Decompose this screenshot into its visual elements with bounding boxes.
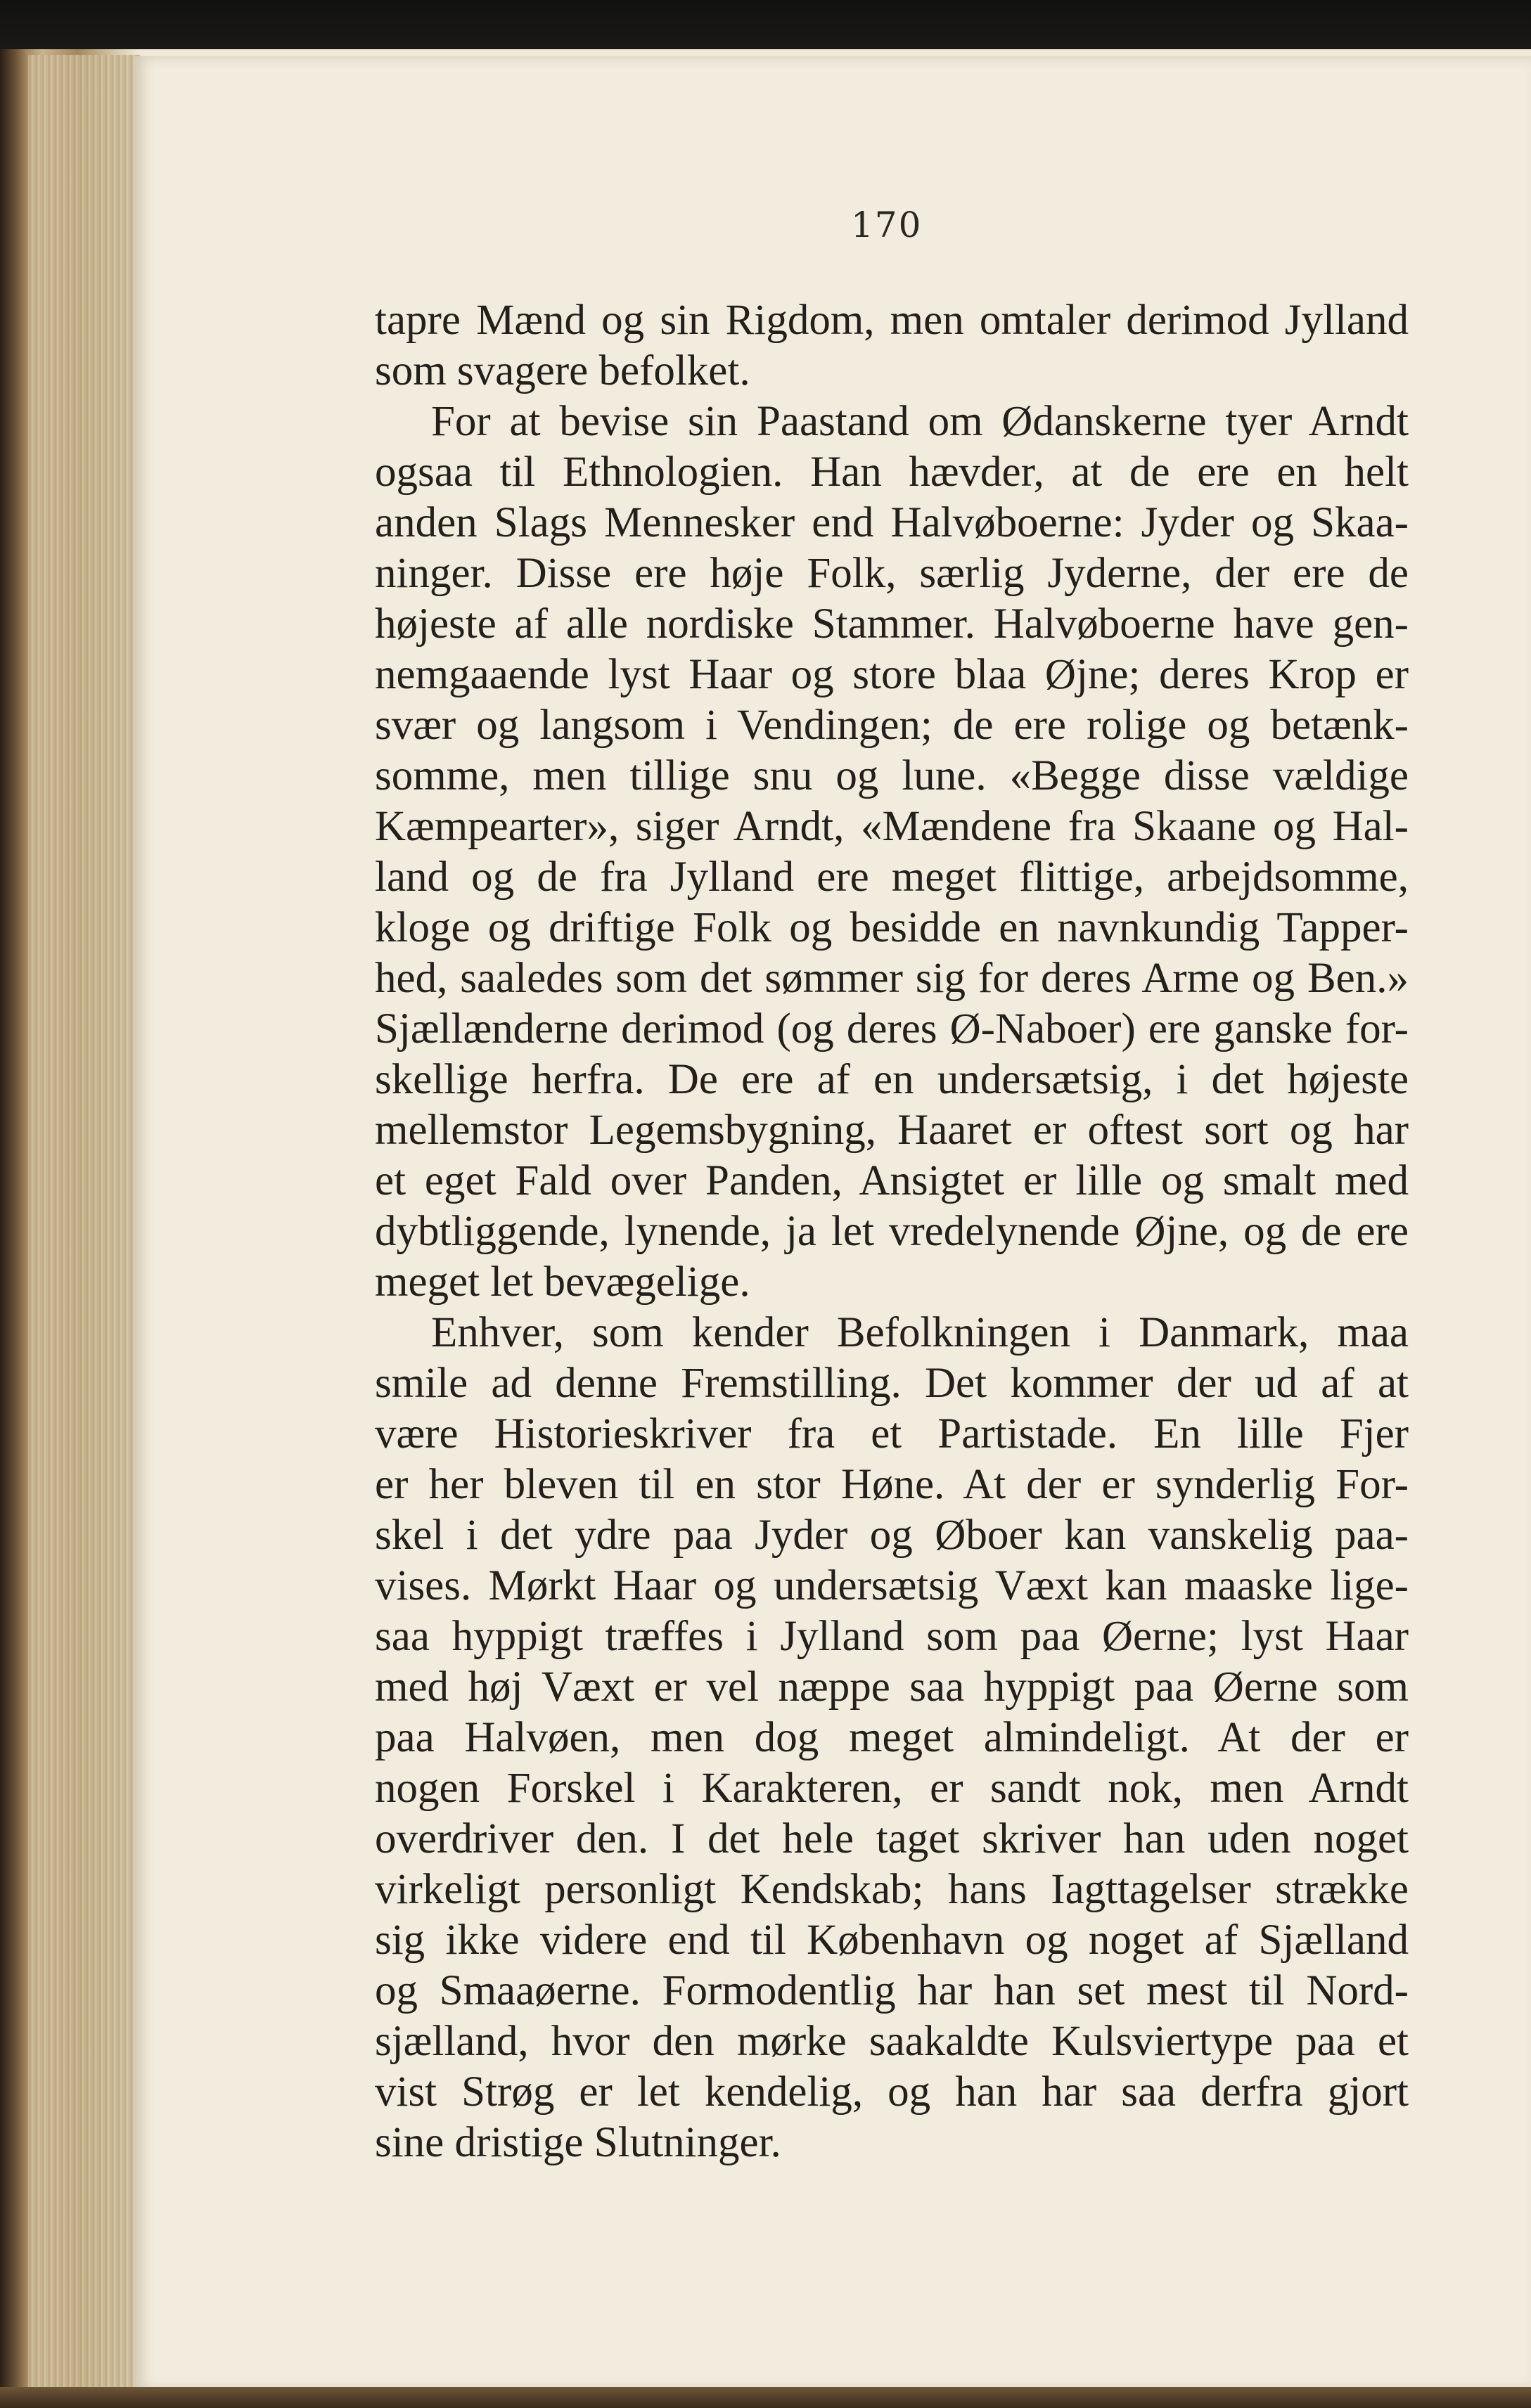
text-line: nemgaaende lyst Haar og store blaa Øjne; deres Krop er	[375, 651, 1409, 698]
text-line: hed, saaledes som det sømmer sig for deres Arme og Ben.»	[375, 955, 1409, 1002]
text-line: skel i det ydre paa Jyder og Øboer kan vanskelig paa-	[375, 1512, 1409, 1559]
text-line: kloge og driftige Folk og besidde en navnkundig Tapper-	[375, 904, 1409, 951]
text-line: et eget Fald over Panden, Ansigtet er lille og smalt med	[375, 1157, 1409, 1204]
text-line: virkeligt personligt Kendskab; hans Iagttagelser strække	[375, 1866, 1409, 1913]
text-line: overdriver den. I det hele taget skriver han uden noget	[375, 1815, 1409, 1862]
text-line: sjælland, hvor den mørke saakaldte Kulsviertype paa et	[375, 2018, 1409, 2065]
text-line: meget let bevægelige.	[375, 1258, 750, 1306]
text-line: smile ad denne Fremstilling. Det kommer der ud af at	[375, 1360, 1409, 1407]
text-line: anden Slags Mennesker end Halvøboerne: Jyder og Skaa-	[375, 499, 1409, 546]
text-line: Enhver, som kender Befolkningen i Danmark, maa	[431, 1309, 1409, 1356]
text-line: sine dristige Slutninger.	[375, 2119, 781, 2166]
text-line: dybtliggende, lynende, ja let vredelynende Øjne, og de ere	[375, 1208, 1409, 1255]
text-line: Sjællænderne derimod (og deres Ø-Naboer) ere ganske for-	[375, 1005, 1409, 1052]
body-text	[375, 295, 1409, 2168]
text-line: paa Halvøen, men dog meget almindeligt. At der er	[375, 1714, 1409, 1761]
text-line: saa hyppigt træffes i Jylland som paa Øerne; lyst Haar	[375, 1613, 1409, 1660]
text-line: tapre Mænd og sin Rigdom, men omtaler derimod Jylland	[375, 297, 1409, 344]
text-line: højeste af alle nordiske Stammer. Halvøboerne have gen-	[375, 600, 1409, 648]
text-line: For at bevise sin Paastand om Ødanskerne tyer Arndt	[431, 398, 1409, 445]
text-line: land og de fra Jylland ere meget flittige, arbejdsomme,	[375, 854, 1409, 901]
text-line: vist Strøg er let kendelig, og han har saa derfra gjort	[375, 2068, 1409, 2116]
text-line: er her bleven til en stor Høne. At der er synderlig For-	[375, 1461, 1409, 1508]
text-line: og Smaaøerne. Formodentlig har han set mest til Nord-	[375, 1967, 1409, 2014]
text-line: vises. Mørkt Haar og undersætsig Væxt kan maaske lige-	[375, 1562, 1409, 1609]
text-line: ogsaa til Ethnologien. Han hævder, at de ere en helt	[375, 449, 1409, 496]
text-line: nogen Forskel i Karakteren, er sandt nok, men Arndt	[375, 1765, 1409, 1812]
text-line: somme, men tillige snu og lune. «Begge disse vældige	[375, 752, 1409, 799]
text-line: som svagere befolket.	[375, 347, 750, 394]
page-edges	[28, 55, 141, 2389]
text-line: ninger. Disse ere høje Folk, særlig Jyderne, der ere de	[375, 550, 1409, 597]
book-bottom-edge	[0, 2387, 1531, 2408]
text-line: Kæmpearter», siger Arndt, «Mændene fra Skaane og Hal-	[375, 803, 1409, 850]
text-line: med høj Væxt er vel næppe saa hyppigt paa Øerne som	[375, 1663, 1409, 1711]
text-line: sig ikke videre end til København og noget af Sjælland	[375, 1917, 1409, 1964]
text-line: være Historieskriver fra et Partistade. En lille Fjer	[375, 1410, 1409, 1457]
text-line: mellemstor Legemsbygning, Haaret er oftest sort og har	[375, 1107, 1409, 1154]
text-line: svær og langsom i Vendingen; de ere rolige og betænk-	[375, 702, 1409, 749]
text-line: skellige herfra. De ere af en undersætsig, i det højeste	[375, 1056, 1409, 1103]
page-number: 170	[851, 205, 923, 245]
